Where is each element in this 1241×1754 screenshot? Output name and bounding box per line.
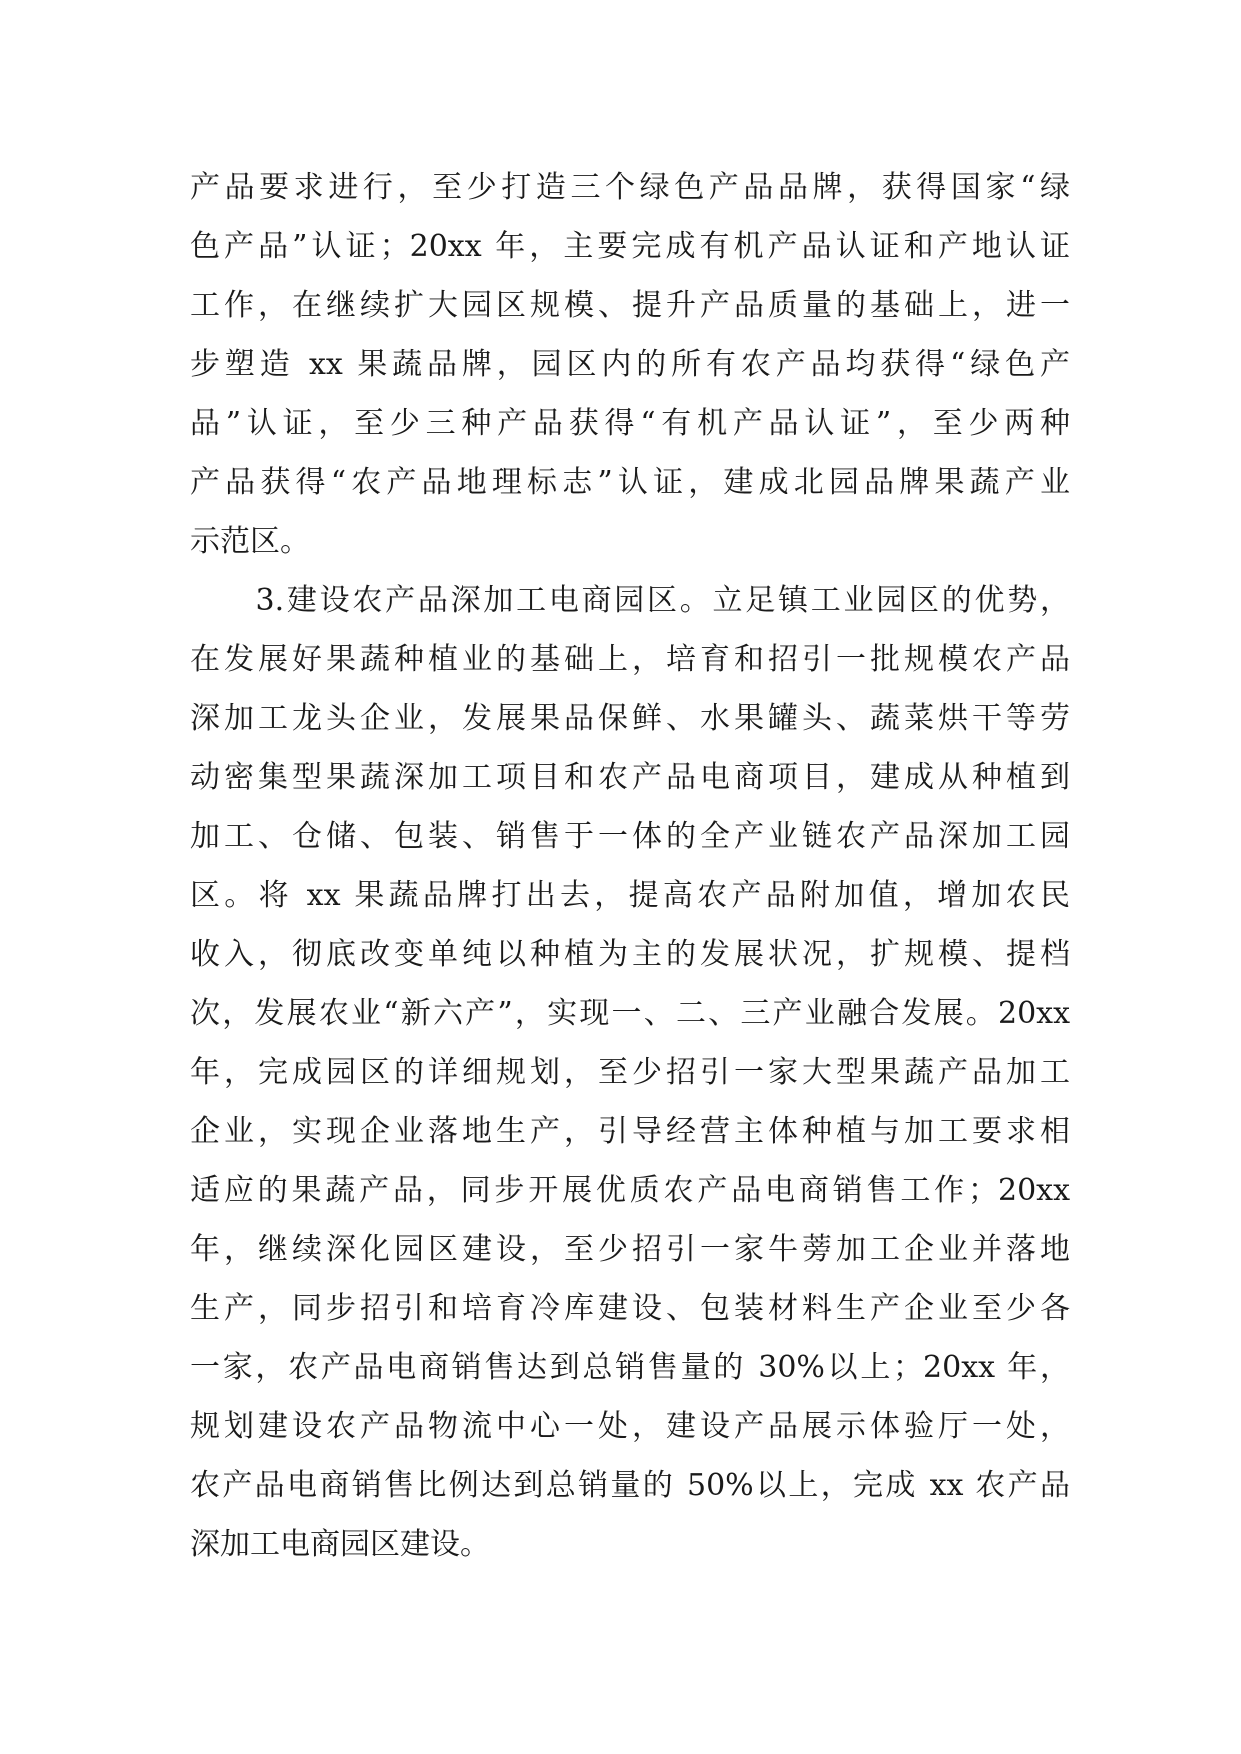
text-line: 深加工电商园区建设。 — [190, 1527, 490, 1562]
text-line: 区。将 xx 果蔬品牌打出去，提高农产品附加值，增加农民 — [190, 878, 1070, 913]
text-line: 动密集型果蔬深加工项目和农产品电商项目，建成从种植到 — [190, 760, 1070, 795]
text-line: 品”认证，至少三种产品获得“有机产品认证”，至少两种 — [190, 406, 1070, 441]
text-line: 年，继续深化园区建设，至少招引一家牛蒡加工企业并落地 — [190, 1232, 1070, 1267]
text-line: 适应的果蔬产品，同步开展优质农产品电商销售工作；20xx — [190, 1173, 1070, 1208]
text-line: 3.建设农产品深加工电商园区。立足镇工业园区的优势， — [190, 583, 1070, 618]
text-line: 产品获得“农产品地理标志”认证，建成北园品牌果蔬产业 — [190, 465, 1070, 500]
text-line: 一家，农产品电商销售达到总销售量的 30%以上；20xx 年， — [190, 1350, 1070, 1385]
text-line: 生产，同步招引和培育冷库建设、包装材料生产企业至少各 — [190, 1291, 1070, 1326]
paragraph-2 — [190, 571, 1070, 1574]
text-line: 规划建设农产品物流中心一处，建设产品展示体验厅一处， — [190, 1409, 1070, 1444]
text-line: 年，完成园区的详细规划，至少招引一家大型果蔬产品加工 — [190, 1055, 1070, 1090]
text-line: 农产品电商销售比例达到总销量的 50%以上，完成 xx 农产品 — [190, 1468, 1070, 1503]
text-line: 色产品”认证；20xx 年，主要完成有机产品认证和产地认证 — [190, 229, 1070, 264]
text-line: 深加工龙头企业，发展果品保鲜、水果罐头、蔬菜烘干等劳 — [190, 701, 1070, 736]
text-line: 产品要求进行，至少打造三个绿色产品品牌，获得国家“绿 — [190, 170, 1070, 205]
paragraph-1 — [190, 158, 1070, 571]
text-line: 工作，在继续扩大园区规模、提升产品质量的基础上，进一 — [190, 288, 1070, 323]
text-line: 次，发展农业“新六产”，实现一、二、三产业融合发展。20xx — [190, 996, 1070, 1031]
text-line: 在发展好果蔬种植业的基础上，培育和招引一批规模农产品 — [190, 642, 1070, 677]
text-line: 收入，彻底改变单纯以种植为主的发展状况，扩规模、提档 — [190, 937, 1070, 972]
text-line: 加工、仓储、包装、销售于一体的全产业链农产品深加工园 — [190, 819, 1070, 854]
text-line: 步塑造 xx 果蔬品牌，园区内的所有农产品均获得“绿色产 — [190, 347, 1070, 382]
text-line: 示范区。 — [190, 524, 310, 559]
text-line: 企业，实现企业落地生产，引导经营主体种植与加工要求相 — [190, 1114, 1070, 1149]
document-body — [190, 158, 1070, 1574]
